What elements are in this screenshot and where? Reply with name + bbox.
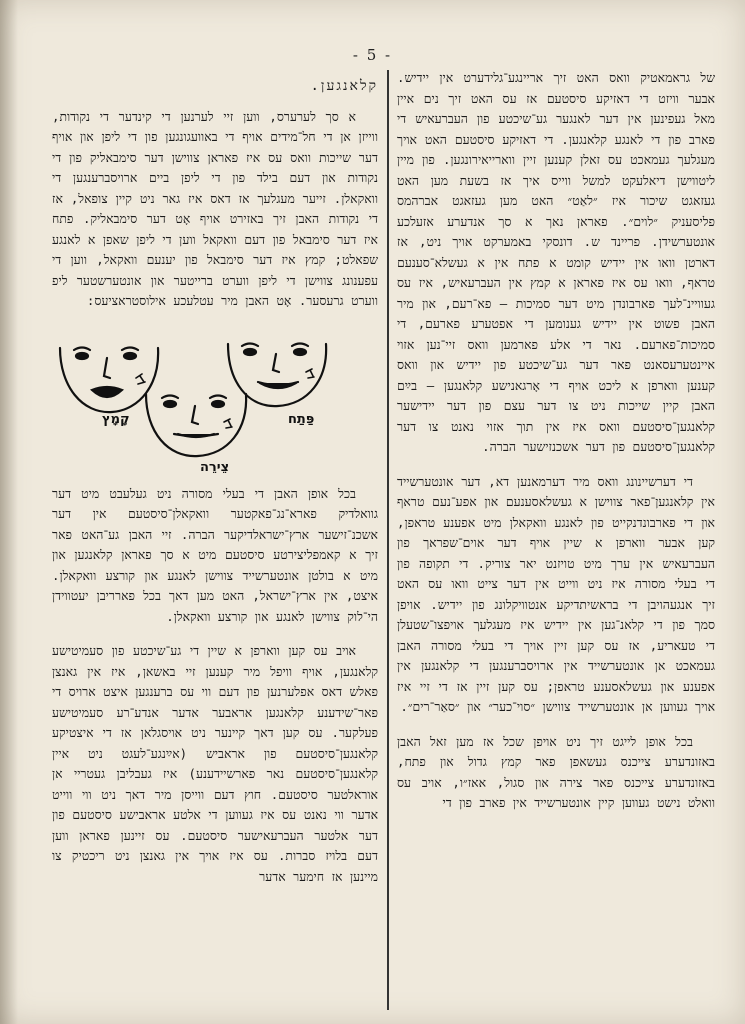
right-column <box>397 68 715 1006</box>
section-title: קלאנגען. <box>310 78 378 94</box>
right-paragraph-3: בכל אופן לייגט זיך ניט אויפן שכל אז מען זאל האבן באזונדערע צייכנס געשאפן פאר קמץ גדול און פתח, באזונדערע צייכנס פאר צירה און סגול, אאז״ו, אויב עס וואלט נישט געווען קיין אונטערשייד אין פארב פון די <box>397 733 715 810</box>
left-column <box>52 72 378 1012</box>
caption-kamatz: קָמָץ <box>102 411 130 427</box>
spine-shadow <box>0 0 18 1024</box>
face-kamatz <box>60 347 158 412</box>
left-paragraph-3: אויב עס קען ווארפן א שיין די גע־שיכטע פון סעמיטישע קלאנגען, אויף וויפל מיר קענען זיי באשאן, איז אין גאנצן פאלש דאס אפלערנען פון דעם ווי עס ברענגען איצט ארויס די פאר־שידענע קלאנגען אראבער אדער אנדע־רע סעמיטישע פעלקער. עס קען דאך קיינער ניט אויסגלאן אז די איצטיקע קלאנגען־סיסטעם פון אראביש (אײַנגע־לעגט ניט איין קלאנגען־סיסטעם נאר פארשיידענע) איז געבליבן געטריי אן אוראלטער סיסטעם. חוץ דעם ווייסן מיר דאך ניט ווי ווייט אדער ווי נאנט עס איז געווען די אלטע אראבישע סיסטעם פון דער אלטער העברעאישער סיסטעם. עס זיינען פאראן ווען דעם בלויז סברות. עס איז אויך אין גאנצן ניט ריכטיק צו מיינען אז חימער אדער <box>52 643 378 884</box>
caption-tzere: צֵירֵה <box>200 459 230 475</box>
right-paragraph-1: של גראמאטיק וואס האט זיך אריינגע־גלידערט אין יידיש. אבער וויזט די דאזיקע סיסטעם אז עס האט זיך נים איין מאל געפינען אין דער לאנגער גע־שיכטע פון העברעאיש די פארב פון די לאנגע קלאנגען. די דאזיקע סיסטעם האט אויך מעגלעך געמאכט עס זאלן קענען זיין ווארייאירונגען. פון מיין ליטווישן דיאלעקט למשל ווייס איך אז בשעת מען האט געזאגט שיכור איז ״לאַט״ האט מען געזאגט אברהמס פליסעניק ״לוים״. פאראן נאך א סך אנדערע אזעלכע אונטערשידן. פריינד ש. דונסקי באמערקט אויך ניט, אז דארטן וואו אין יידיש קומט א פתח אין א געשלא־סענעם טראף, וואו עס איז פאראן א קמץ אין העברעאיש, איז עס געוויינ־לעך פארבונדן מיט דער סמיכות — פא־רעם, און מיר האבן פשוט אין יידיש גענומען די אפטערע פארעם, די סמיכות־פארעם. נאר די אלע פארמען וואס זיי־נען אזוי איינטערעסאנט פאר דער גע־שיכטע פון יידיש און וואס קענען ווארפן א ליכט אויף די אָרגאנישע קלאנגען — בײַם האבן קיין שייכות ניט צו דער עצם פון דער יידישער קלאנגען־סיסטעם וואס איז אין תוך אזוי נאנט צו דער קלאנגען־סיסטעם פון דער אשכנזישער הברה. <box>397 70 715 454</box>
left-paragraph-2: בכל אופן האבן די בעלי מסורה ניט געלעבט מיט דער גוואלדיק פארא־נג־פאקטער וואקאלן־סיסטעם אין דער אשכנ־זישער ארץ־ישראלדיקער הברה. זיי האבן גע־האט פאר זיך א קאמפליצירטע סיסטעם מיט א סך פאראן קלאנגען און מיט א בולטן אונטערשייד צווישן לאנגע און קורצע וואקאלן. איצט, אין ארץ־ישראל, האט מען דאך בכל פארריבן יעטווידן הי־לוק צווישן לאנגע און קורצע וואקאלן. <box>52 485 378 624</box>
vowel-faces-illustration <box>52 326 378 476</box>
caption-patach: פַּתַח <box>288 411 315 427</box>
faces-drawing <box>52 326 378 476</box>
left-paragraph-1: א סך לערערס, ווען זיי לערנען די קינדער די נקודות, ווייזן אן די חל־מידים אויף די באוועגונגען פון די ליפן און אויף דער שייכות וואס עס איז פאראן צווישן דער סימבאליק פון די נקודות און דעם בילד פון די ליפן ביים ארויסברענגען די וואקאלן. זייער מעגלעך אז דאס איז גאר ניט קיין צופאל, אז די נקודות האבן זיך באזירט אויף אָט דער סימבאליק. פתח איז דער סימבאל פון דעם וואקאל ווען די ליפן שאפן א לאנגע שפאלט; קמץ איז דער סימבאל פון יענעם וואקאל, ווען די עפענונג צווישן די ליפן ווערט ברייטער און אונטערשטער ליפ ווערט גרעסער. אָט האבן מיר עטלעכע אילוסטראציעס: <box>52 108 378 308</box>
face-tzere <box>146 394 246 456</box>
page-number: - 5 - <box>352 46 393 64</box>
face-patach <box>228 343 326 406</box>
right-paragraph-2: די דערשיינונג וואס מיר דערמאנען דא, דער אונטערשייד אין קלאנגען־פאר צווישן א געשלאסענעם און אפע־נעם טראף און די פארבונדנקייט פון לאנגע וואקאלן מיט אפענע טראפן, קען אבער ווארפן א שיין אויף דער אוים־שפראך פון העברעאיש אין ערך מיט טויזנט יאר צוריק. די תקופה פון די בעלי מסורה איז ניט ווייט אין דער צייט וואו עס האט זיך אנגעהויבן די בראשיתדיקע אנטוויקלונג פון יידיש. אויפן סמך פון די קלאנ־גען אין יידיש איז מעגלעך אויפצו־שטעלן די טעאריע, אז עס קען זיין אויך די בעלי מסורה האבן געמאכט אן אונטערשייד אין ארויסברענגען די קלאנגען אין אפענע און געשלאסענע טראפן; עס קען זיין אז די זיי איז אויך געווען אן אונטערשייד צווישן ״סוי־כער״ און ״סאַר־רים״. <box>397 473 715 714</box>
column-divider <box>387 70 389 1010</box>
